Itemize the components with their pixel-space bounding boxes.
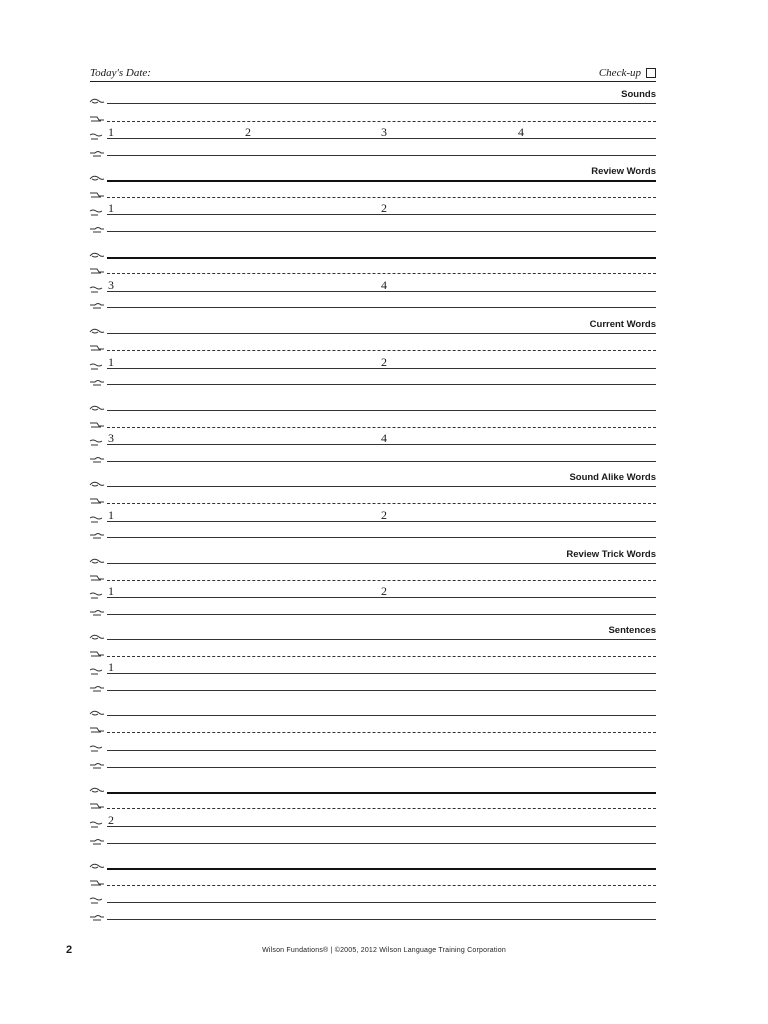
- item-number: 1: [108, 584, 114, 598]
- writing-row: [0, 278, 768, 295]
- root-icon: [89, 530, 105, 540]
- eye-icon: [89, 479, 105, 489]
- writing-row: [0, 690, 768, 694]
- eye-icon: [89, 96, 105, 106]
- hand-icon: [89, 573, 105, 583]
- writing-line: [107, 715, 656, 716]
- writing-row: [0, 472, 768, 490]
- todays-date-label: Today's Date:: [90, 67, 151, 79]
- writing-row: [0, 750, 768, 754]
- writing-line: [107, 919, 656, 920]
- writing-row: [0, 257, 768, 261]
- writing-line: [107, 750, 656, 751]
- section-heading-review-trick-words: Review Trick Words: [566, 549, 656, 560]
- writing-line: [107, 563, 656, 564]
- writing-row: [0, 584, 768, 601]
- writing-line: [107, 461, 656, 462]
- foot-icon: [89, 819, 105, 829]
- writing-row: [0, 461, 768, 465]
- eye-icon: [89, 250, 105, 260]
- eye-icon: [89, 556, 105, 566]
- writing-row: [0, 503, 768, 507]
- writing-row: [0, 384, 768, 388]
- writing-line: [107, 614, 656, 615]
- root-icon: [89, 836, 105, 846]
- section-heading-sound-alike-words: Sound Alike Words: [569, 472, 656, 483]
- hand-icon: [89, 114, 105, 124]
- writing-row: [0, 715, 768, 719]
- section-heading-current-words: Current Words: [589, 319, 656, 330]
- hand-icon: [89, 266, 105, 276]
- writing-line: [107, 792, 656, 794]
- copyright-footer: Wilson Fundations® | ©2005, 2012 Wilson Language Training Corporation: [262, 947, 506, 954]
- section-heading-sounds: Sounds: [621, 89, 656, 100]
- foot-icon: [89, 361, 105, 371]
- writing-row: [0, 919, 768, 923]
- writing-row: [0, 792, 768, 796]
- hand-icon: [89, 343, 105, 353]
- eye-icon: [89, 403, 105, 413]
- eye-icon: [89, 173, 105, 183]
- writing-line: [107, 868, 656, 870]
- item-number: 2: [245, 125, 251, 139]
- writing-line: [107, 673, 656, 674]
- dashed-midline: [107, 580, 656, 581]
- writing-row: [0, 885, 768, 889]
- writing-line: [107, 537, 656, 538]
- dashed-midline: [107, 656, 656, 657]
- foot-icon: [89, 895, 105, 905]
- foot-icon: [89, 666, 105, 676]
- foot-icon: [89, 590, 105, 600]
- writing-row: [0, 614, 768, 618]
- writing-row: [0, 125, 768, 142]
- writing-row: [0, 319, 768, 337]
- dashed-midline: [107, 885, 656, 886]
- writing-row: [0, 431, 768, 448]
- item-number: 2: [108, 813, 114, 827]
- writing-row: [0, 549, 768, 567]
- dashed-midline: [107, 273, 656, 274]
- item-number: 1: [108, 125, 114, 139]
- root-icon: [89, 454, 105, 464]
- dashed-midline: [107, 503, 656, 504]
- writing-row: [0, 868, 768, 872]
- writing-row: [0, 508, 768, 525]
- writing-row: [0, 231, 768, 235]
- item-number: 3: [108, 278, 114, 292]
- writing-line: [107, 307, 656, 308]
- item-number: 3: [108, 431, 114, 445]
- item-number: 4: [381, 431, 387, 445]
- foot-icon: [89, 437, 105, 447]
- hand-icon: [89, 420, 105, 430]
- item-number: 4: [518, 125, 524, 139]
- writing-line: [107, 333, 656, 334]
- hand-icon: [89, 878, 105, 888]
- eye-icon: [89, 861, 105, 871]
- writing-row: [0, 625, 768, 643]
- writing-line: [107, 257, 656, 259]
- writing-line: [107, 767, 656, 768]
- root-icon: [89, 224, 105, 234]
- writing-row: [0, 89, 768, 107]
- writing-row: [0, 656, 768, 660]
- writing-row: [0, 155, 768, 159]
- item-number: 2: [381, 201, 387, 215]
- writing-row: [0, 660, 768, 677]
- root-icon: [89, 683, 105, 693]
- eye-icon: [89, 785, 105, 795]
- item-number: 1: [108, 201, 114, 215]
- root-icon: [89, 148, 105, 158]
- writing-line: [107, 639, 656, 640]
- dashed-midline: [107, 808, 656, 809]
- writing-row: [0, 273, 768, 277]
- item-number: 1: [108, 508, 114, 522]
- foot-icon: [89, 514, 105, 524]
- writing-row: [0, 166, 768, 184]
- dashed-midline: [107, 350, 656, 351]
- item-number: 1: [108, 355, 114, 369]
- item-number: 2: [381, 584, 387, 598]
- writing-row: [0, 201, 768, 218]
- writing-row: [0, 537, 768, 541]
- foot-icon: [89, 207, 105, 217]
- writing-line: [107, 410, 656, 411]
- eye-icon: [89, 326, 105, 336]
- writing-row: [0, 307, 768, 311]
- writing-line: [107, 902, 656, 903]
- item-number: 2: [381, 355, 387, 369]
- writing-row: [0, 355, 768, 372]
- hand-icon: [89, 190, 105, 200]
- dashed-midline: [107, 732, 656, 733]
- root-icon: [89, 912, 105, 922]
- root-icon: [89, 760, 105, 770]
- item-number: 1: [108, 660, 114, 674]
- foot-icon: [89, 743, 105, 753]
- writing-row: [0, 902, 768, 906]
- writing-line: [107, 690, 656, 691]
- writing-row: [0, 813, 768, 830]
- writing-line: [107, 103, 656, 104]
- writing-row: [0, 767, 768, 771]
- root-icon: [89, 300, 105, 310]
- foot-icon: [89, 131, 105, 141]
- item-number: 4: [381, 278, 387, 292]
- writing-line: [107, 231, 656, 232]
- page-number: 2: [66, 944, 73, 956]
- hand-icon: [89, 496, 105, 506]
- eye-icon: [89, 632, 105, 642]
- writing-line: [107, 384, 656, 385]
- hand-icon: [89, 649, 105, 659]
- dashed-midline: [107, 427, 656, 428]
- writing-row: [0, 732, 768, 736]
- item-number: 2: [381, 508, 387, 522]
- dashed-midline: [107, 121, 656, 122]
- writing-row: [0, 350, 768, 354]
- writing-row: [0, 843, 768, 847]
- section-heading-review-words: Review Words: [591, 166, 656, 177]
- writing-row: [0, 808, 768, 812]
- item-number: 3: [381, 125, 387, 139]
- writing-line: [107, 826, 656, 827]
- writing-line: [107, 155, 656, 156]
- checkup-label: Check-up: [598, 67, 641, 79]
- writing-row: [0, 410, 768, 414]
- hand-icon: [89, 725, 105, 735]
- writing-line: [107, 843, 656, 844]
- writing-line: [107, 180, 656, 182]
- hand-icon: [89, 801, 105, 811]
- writing-line: [107, 486, 656, 487]
- eye-icon: [89, 708, 105, 718]
- root-icon: [89, 607, 105, 617]
- root-icon: [89, 377, 105, 387]
- foot-icon: [89, 284, 105, 294]
- dashed-midline: [107, 197, 656, 198]
- section-heading-sentences: Sentences: [608, 625, 656, 636]
